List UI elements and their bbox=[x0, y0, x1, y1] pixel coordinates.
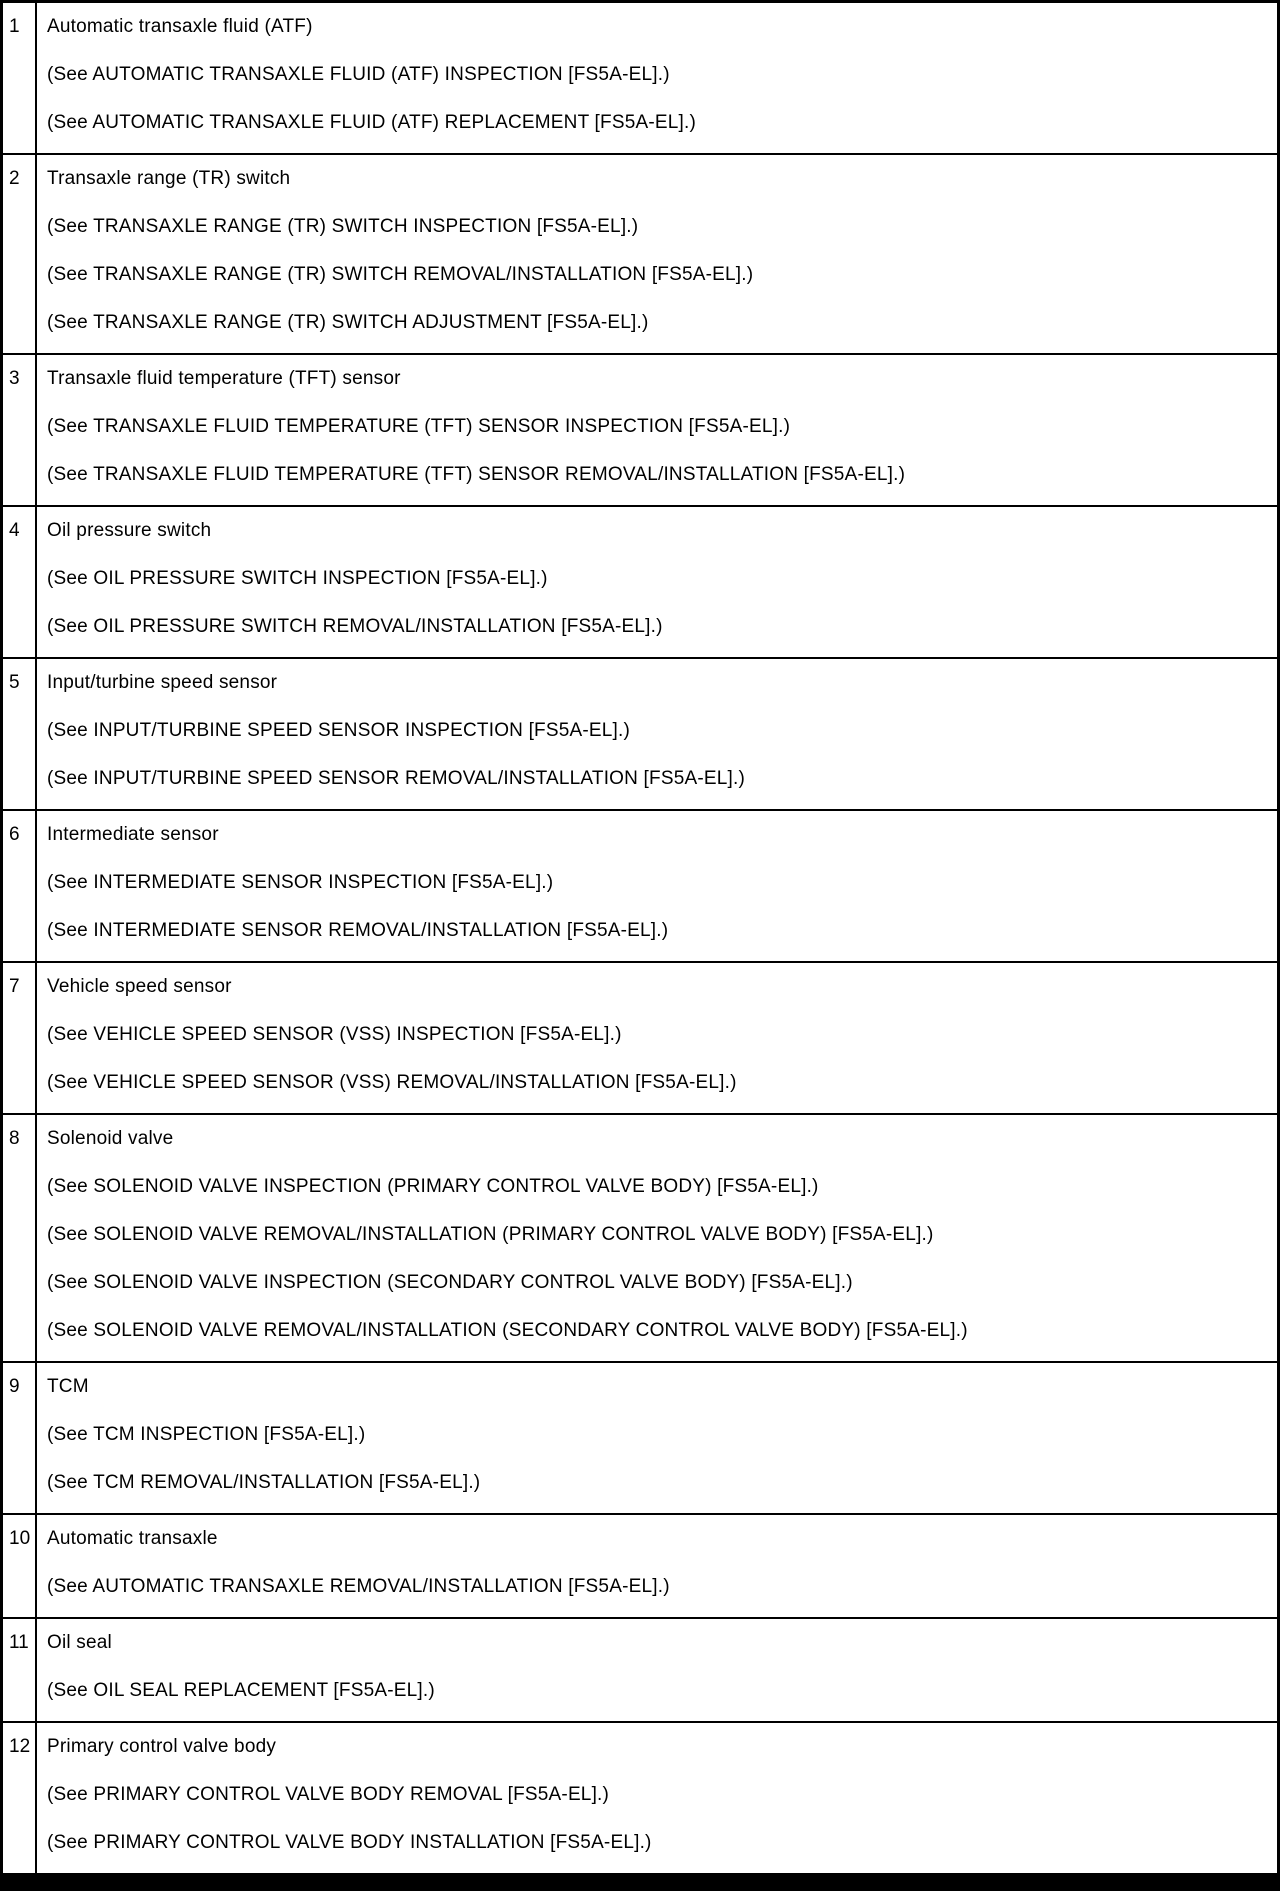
row-description-cell bbox=[37, 1723, 1277, 1873]
component-title: Input/turbine speed sensor bbox=[47, 672, 278, 693]
see-reference: (See INPUT/TURBINE SPEED SENSOR REMOVAL/INSTALLATION [FS5A-EL].) bbox=[47, 768, 746, 789]
row-number: 8 bbox=[9, 1128, 20, 1149]
table-row bbox=[3, 659, 1277, 811]
table-row bbox=[3, 507, 1277, 659]
component-title: Vehicle speed sensor bbox=[47, 976, 232, 997]
table-row bbox=[3, 811, 1277, 963]
row-description-cell bbox=[37, 1115, 1277, 1361]
row-number-cell bbox=[3, 1723, 37, 1873]
row-number: 6 bbox=[9, 824, 20, 845]
row-description-cell bbox=[37, 155, 1277, 353]
see-reference: (See PRIMARY CONTROL VALVE BODY REMOVAL [FS5A-EL].) bbox=[47, 1784, 610, 1805]
see-reference: (See AUTOMATIC TRANSAXLE FLUID (ATF) REPLACEMENT [FS5A-EL].) bbox=[47, 112, 696, 133]
table-row bbox=[3, 1115, 1277, 1363]
component-title: Automatic transaxle fluid (ATF) bbox=[47, 16, 313, 37]
row-number-cell bbox=[3, 1363, 37, 1513]
row-number: 5 bbox=[9, 672, 20, 693]
see-reference: (See SOLENOID VALVE INSPECTION (SECONDARY CONTROL VALVE BODY) [FS5A-EL].) bbox=[47, 1272, 853, 1293]
row-number-cell bbox=[3, 507, 37, 657]
see-reference: (See INPUT/TURBINE SPEED SENSOR INSPECTION [FS5A-EL].) bbox=[47, 720, 631, 741]
row-number: 3 bbox=[9, 368, 20, 389]
table-row bbox=[3, 1515, 1277, 1619]
see-reference: (See INTERMEDIATE SENSOR REMOVAL/INSTALLATION [FS5A-EL].) bbox=[47, 920, 669, 941]
row-number-cell bbox=[3, 3, 37, 153]
row-description-cell bbox=[37, 659, 1277, 809]
row-description-cell bbox=[37, 963, 1277, 1113]
table-row bbox=[3, 155, 1277, 355]
see-reference: (See TRANSAXLE FLUID TEMPERATURE (TFT) SENSOR INSPECTION [FS5A-EL].) bbox=[47, 416, 791, 437]
see-reference: (See AUTOMATIC TRANSAXLE FLUID (ATF) INSPECTION [FS5A-EL].) bbox=[47, 64, 670, 85]
table-row bbox=[3, 963, 1277, 1115]
see-reference: (See VEHICLE SPEED SENSOR (VSS) REMOVAL/INSTALLATION [FS5A-EL].) bbox=[47, 1072, 737, 1093]
component-title: Intermediate sensor bbox=[47, 824, 219, 845]
see-reference: (See AUTOMATIC TRANSAXLE REMOVAL/INSTALLATION [FS5A-EL].) bbox=[47, 1576, 670, 1597]
component-title: Transaxle fluid temperature (TFT) sensor bbox=[47, 368, 401, 389]
cropped-next-row-bar bbox=[3, 1875, 1277, 1888]
see-reference: (See OIL PRESSURE SWITCH REMOVAL/INSTALLATION [FS5A-EL].) bbox=[47, 616, 663, 637]
table-row bbox=[3, 355, 1277, 507]
component-title: Oil seal bbox=[47, 1632, 112, 1653]
row-number-cell bbox=[3, 1115, 37, 1361]
component-table-body bbox=[3, 3, 1277, 1875]
row-description-cell bbox=[37, 1515, 1277, 1617]
row-number: 9 bbox=[9, 1376, 20, 1397]
row-number-cell bbox=[3, 811, 37, 961]
row-number-cell bbox=[3, 355, 37, 505]
row-description-cell bbox=[37, 1363, 1277, 1513]
row-number: 7 bbox=[9, 976, 20, 997]
table-row bbox=[3, 3, 1277, 155]
row-number-cell bbox=[3, 155, 37, 353]
see-reference: (See SOLENOID VALVE REMOVAL/INSTALLATION (SECONDARY CONTROL VALVE BODY) [FS5A-EL].) bbox=[47, 1320, 968, 1341]
table-row bbox=[3, 1723, 1277, 1875]
component-title: TCM bbox=[47, 1376, 89, 1397]
row-description-cell bbox=[37, 3, 1277, 153]
row-number-cell bbox=[3, 1619, 37, 1721]
row-number-cell bbox=[3, 1515, 37, 1617]
row-number: 4 bbox=[9, 520, 20, 541]
row-number: 10 bbox=[9, 1528, 31, 1549]
component-title: Automatic transaxle bbox=[47, 1528, 218, 1549]
see-reference: (See TCM INSPECTION [FS5A-EL].) bbox=[47, 1424, 366, 1445]
row-description-cell bbox=[37, 355, 1277, 505]
see-reference: (See VEHICLE SPEED SENSOR (VSS) INSPECTION [FS5A-EL].) bbox=[47, 1024, 622, 1045]
row-number: 12 bbox=[9, 1736, 31, 1757]
see-reference: (See TRANSAXLE RANGE (TR) SWITCH REMOVAL/INSTALLATION [FS5A-EL].) bbox=[47, 264, 754, 285]
row-number-cell bbox=[3, 963, 37, 1113]
row-number: 1 bbox=[9, 16, 20, 37]
see-reference: (See TRANSAXLE RANGE (TR) SWITCH INSPECTION [FS5A-EL].) bbox=[47, 216, 639, 237]
see-reference: (See OIL PRESSURE SWITCH INSPECTION [FS5A-EL].) bbox=[47, 568, 548, 589]
row-number: 2 bbox=[9, 168, 20, 189]
component-title: Oil pressure switch bbox=[47, 520, 212, 541]
row-description-cell bbox=[37, 1619, 1277, 1721]
component-title: Transaxle range (TR) switch bbox=[47, 168, 291, 189]
component-title: Solenoid valve bbox=[47, 1128, 174, 1149]
see-reference: (See TRANSAXLE FLUID TEMPERATURE (TFT) SENSOR REMOVAL/INSTALLATION [FS5A-EL].) bbox=[47, 464, 906, 485]
row-number-cell bbox=[3, 659, 37, 809]
table-row bbox=[3, 1619, 1277, 1723]
see-reference: (See PRIMARY CONTROL VALVE BODY INSTALLATION [FS5A-EL].) bbox=[47, 1832, 652, 1853]
see-reference: (See SOLENOID VALVE REMOVAL/INSTALLATION (PRIMARY CONTROL VALVE BODY) [FS5A-EL].) bbox=[47, 1224, 934, 1245]
row-description-cell bbox=[37, 507, 1277, 657]
table-row bbox=[3, 1363, 1277, 1515]
see-reference: (See OIL SEAL REPLACEMENT [FS5A-EL].) bbox=[47, 1680, 435, 1701]
see-reference: (See TCM REMOVAL/INSTALLATION [FS5A-EL].) bbox=[47, 1472, 481, 1493]
see-reference: (See INTERMEDIATE SENSOR INSPECTION [FS5A-EL].) bbox=[47, 872, 554, 893]
component-title: Primary control valve body bbox=[47, 1736, 277, 1757]
see-reference: (See TRANSAXLE RANGE (TR) SWITCH ADJUSTMENT [FS5A-EL].) bbox=[47, 312, 649, 333]
see-reference: (See SOLENOID VALVE INSPECTION (PRIMARY CONTROL VALVE BODY) [FS5A-EL].) bbox=[47, 1176, 819, 1197]
row-number: 11 bbox=[9, 1632, 29, 1653]
row-description-cell bbox=[37, 811, 1277, 961]
